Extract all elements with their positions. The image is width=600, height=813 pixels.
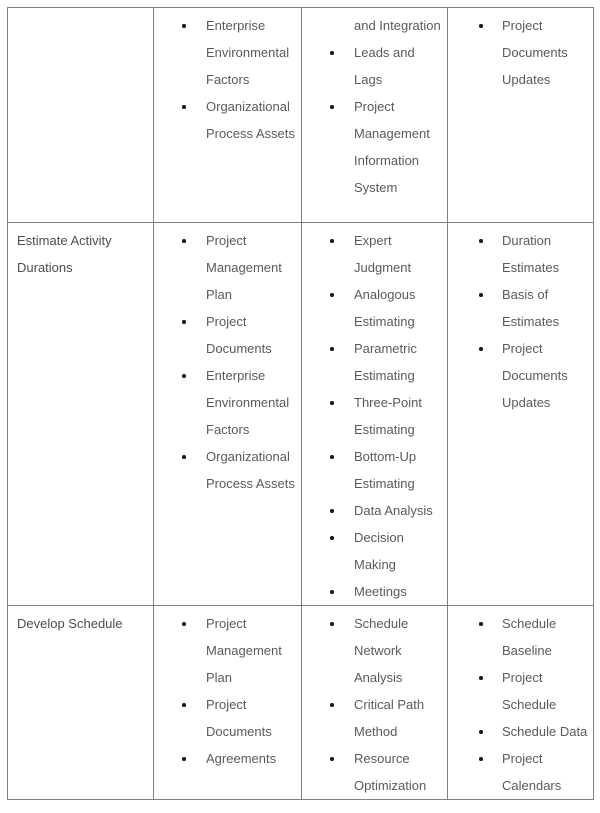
list-item: Expert Judgment bbox=[302, 227, 443, 281]
list-item: Project Documents Updates bbox=[448, 335, 589, 416]
list-item: Bottom-Up Estimating bbox=[302, 443, 443, 497]
outputs-list bbox=[448, 606, 593, 799]
list-item: Agreements bbox=[154, 745, 297, 772]
inputs-cell bbox=[154, 8, 302, 223]
list-item: Leads and Lags bbox=[302, 39, 443, 93]
list-item: Project Documents bbox=[154, 691, 297, 745]
list-item: Resource Optimization bbox=[302, 745, 443, 799]
list-item: Data Analysis bbox=[302, 497, 443, 524]
list-item: Project Management Plan bbox=[154, 227, 297, 308]
list-item: Meetings bbox=[302, 578, 443, 605]
list-item: Organizational Process Assets bbox=[154, 93, 297, 147]
tools-cell bbox=[302, 223, 448, 606]
outputs-list bbox=[448, 223, 593, 416]
list-item: Project Schedule bbox=[448, 664, 589, 718]
list-item: Project Management Information System bbox=[302, 93, 443, 201]
table-row bbox=[8, 8, 594, 223]
list-item: Schedule Baseline bbox=[448, 610, 589, 664]
process-cell bbox=[8, 606, 154, 800]
list-item: Basis of Estimates bbox=[448, 281, 589, 335]
tools-cell bbox=[302, 8, 448, 223]
table-row bbox=[8, 223, 594, 606]
process-cell bbox=[8, 8, 154, 223]
process-name: Estimate Activity Durations bbox=[17, 233, 112, 275]
list-item: Project Calendars bbox=[448, 745, 589, 799]
list-item: Project Documents bbox=[154, 308, 297, 362]
list-item-continuation: and Integration bbox=[354, 18, 441, 33]
outputs-cell bbox=[448, 223, 594, 606]
list-item: Critical Path Method bbox=[302, 691, 443, 745]
itto-table bbox=[7, 7, 594, 800]
outputs-list bbox=[448, 8, 593, 93]
list-item: Duration Estimates bbox=[448, 227, 589, 281]
list-item: Enterprise Environmental Factors bbox=[154, 362, 297, 443]
tools-list bbox=[302, 8, 447, 201]
outputs-cell bbox=[448, 8, 594, 223]
list-item: Three-Point Estimating bbox=[302, 389, 443, 443]
list-item: Decision Making bbox=[302, 524, 443, 578]
list-item: Analogous Estimating bbox=[302, 281, 443, 335]
inputs-list bbox=[154, 8, 301, 147]
tools-list bbox=[302, 223, 447, 605]
tools-cell bbox=[302, 606, 448, 800]
process-name bbox=[8, 8, 153, 12]
inputs-list bbox=[154, 223, 301, 497]
list-item: Organizational Process Assets bbox=[154, 443, 297, 497]
table-row bbox=[8, 606, 594, 800]
list-item: Parametric Estimating bbox=[302, 335, 443, 389]
list-item: Schedule Data bbox=[448, 718, 589, 745]
inputs-cell bbox=[154, 606, 302, 800]
list-item: Project Documents Updates bbox=[448, 12, 589, 93]
list-item: Enterprise Environmental Factors bbox=[154, 12, 297, 93]
list-item: Schedule Network Analysis bbox=[302, 610, 443, 691]
inputs-list bbox=[154, 606, 301, 772]
process-name: Develop Schedule bbox=[17, 616, 123, 631]
process-cell bbox=[8, 223, 154, 606]
outputs-cell bbox=[448, 606, 594, 800]
tools-list bbox=[302, 606, 447, 799]
list-item: Project Management Plan bbox=[154, 610, 297, 691]
table-body bbox=[8, 8, 594, 800]
inputs-cell bbox=[154, 223, 302, 606]
